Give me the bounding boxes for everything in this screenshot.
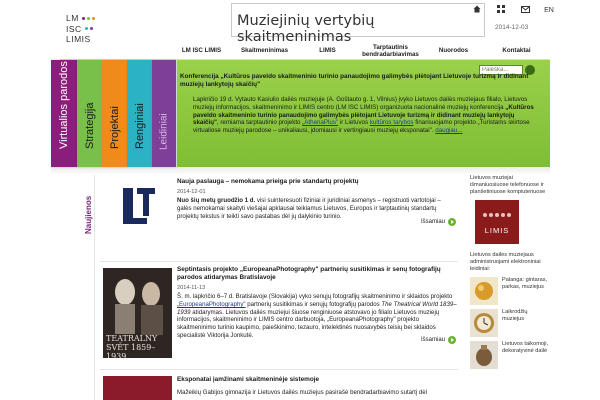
news-title[interactable]: Septintasis projekto „EuropeanaPhotography" partnerių susitikimas ir senų fotografijų parodos atidarymas Bratislavoje xyxy=(177,266,441,281)
logo-text-limis: LIMIS xyxy=(66,34,91,44)
site-title: Muziejinių vertybių skaitmeninimas xyxy=(237,13,375,45)
site-logo[interactable] xyxy=(66,13,106,45)
section-label-naujienos xyxy=(73,183,93,243)
more-link[interactable] xyxy=(421,336,456,344)
logo-text-lm: LM xyxy=(66,13,79,23)
arrow-right-icon xyxy=(448,336,456,344)
news-text xyxy=(177,293,457,340)
news-divider xyxy=(100,261,458,262)
section-label-text: Naujienos xyxy=(84,195,93,234)
limis-dots-icon xyxy=(475,213,519,217)
banner-headline[interactable]: Konferencija „Kultūros paveldo skaitmeninio turinio panaudojimo galimybės plėtojant Lietuvoje turizmą ir didinant muziejų lankytojų skaičių" xyxy=(180,73,529,88)
publications-list xyxy=(470,277,550,369)
mail-icon[interactable] xyxy=(518,6,532,15)
banner-text-1: Lapkričio 19 d. Vytauto Kasiulio dailės muziejuje (A. Goštauto g. 1, Vilnius) įvyko Lietuvos dailės muziejaus filialo, Lietuvos muziejų informacijos, skaitmeninimo ir LIMIS centro (LM ISC LIMIS) organizuota nacionalinė muziejų konferencija xyxy=(193,96,528,111)
feature-banner xyxy=(177,60,550,167)
tab-label: Leidiniai xyxy=(158,113,170,150)
tab-label: Renginiai xyxy=(133,103,146,149)
limis-app-banner[interactable] xyxy=(475,200,519,244)
tab-projektai[interactable] xyxy=(102,60,127,167)
logo-text-isc: ISC xyxy=(66,23,82,34)
tab-label: Virtualios parodos xyxy=(58,61,70,149)
nav-item-lm-isc-limis[interactable]: LM ISC LIMIS xyxy=(181,47,222,54)
nav-item-kontaktai[interactable]: Kontaktai xyxy=(502,47,531,54)
news-item xyxy=(100,266,460,366)
kulturos-taryba-link[interactable]: kultūros tarybos xyxy=(369,119,414,127)
column-divider xyxy=(94,175,95,400)
news-lead-bold: Nuo šių metų gruodžio 1 d. xyxy=(177,197,256,204)
clock-thumbnail xyxy=(470,309,498,337)
amber-thumbnail xyxy=(470,277,498,305)
banner-text-3: ir Lietuvos xyxy=(339,119,369,127)
image-caption: TEATRALNY SVĚT 1859–1939 xyxy=(106,334,158,358)
nav-item-skaitmeninimas[interactable]: Skaitmeninimas xyxy=(240,47,289,54)
news-item xyxy=(100,374,460,400)
tab-label: Strategija xyxy=(83,102,96,149)
news-divider xyxy=(100,369,458,370)
news-body-2: partnerių susitikimas ir senųjų fotografijų parodos xyxy=(247,300,380,308)
news-text xyxy=(177,197,457,220)
europeanaphotography-link[interactable]: „EuropeanaPhotography" xyxy=(177,300,246,308)
news-body: visi suinteresuoti fiziniai ir juridiniai asmenys – registruoti vartotojai – galės nemokamai skaityti viešajai apklausai teikiamus Lietuvos, Europos ir tarptautinių standartų projektų tekstus ir teikti savo pastabas dėl jų dalykinio turinio. xyxy=(177,197,441,220)
arrow-right-icon xyxy=(448,218,456,226)
nav-item-limis[interactable]: LIMIS xyxy=(319,47,336,54)
tab-label: Projektai xyxy=(108,106,121,149)
banner-more-link[interactable]: daugiau... xyxy=(435,127,463,135)
banner-text-bold: „Kultūros paveldo skaitmeninio turinio panaudojimo galimybės plėtojant Lietuvoje turizmą ir didinant muziejų lankytojų skaičių" xyxy=(193,103,534,127)
more-link[interactable] xyxy=(421,218,456,226)
banner-text xyxy=(193,96,541,135)
nav-item-nuorodos[interactable]: Nuorodos xyxy=(438,47,469,54)
sitemap-icon[interactable] xyxy=(494,5,508,15)
vertical-tabs xyxy=(51,60,176,167)
lst-logo-image[interactable] xyxy=(103,180,172,230)
news-text: Mažeikių Gabijos gimnazija ir Lietuvos dailės muziejus pasirašė bendradarbiavimo sutartį dėl xyxy=(177,389,427,396)
tab-virtualios-parodos[interactable] xyxy=(51,60,77,167)
news-body-1: Š. m. lapkričio 6–7 d. Bratislavoje (Slovakija) vyko senųjų fotografijų skaitmeninimo ir sklaidos projekto xyxy=(177,293,453,300)
more-link-label: Išsamiau xyxy=(420,219,445,225)
language-en-link[interactable]: EN xyxy=(544,6,554,14)
publication-label: Lietuvos taikomoji, dekoratyvinė dailė xyxy=(502,341,549,354)
banner-shadow xyxy=(51,167,550,175)
more-link-label: Išsamiau xyxy=(420,337,445,343)
news-thumbnail[interactable] xyxy=(103,376,172,400)
main-nav xyxy=(170,40,548,57)
news-title[interactable]: Eksponatai įamžinami skaitmeninėje sistemoje xyxy=(177,376,320,383)
news-body-3: atidarymas. Lietuvos dailės muziejui šiuose renginiuose atstovavo jo filialo Lietuvos muziejų informacijos, skaitmeninimo ir LIMIS centro darbuotoja, „EuropeanaPhotography" projekto skaitmeninimo turinio kaupimo, paieškinimo, tezauro, intelektinės nuosavybės teisių bei sklaidos specialistė Viktorija Jonkutė. xyxy=(177,308,440,339)
publication-item[interactable] xyxy=(470,277,550,305)
logo-dots-icon xyxy=(82,17,95,20)
exhibition-title: The Theatrical World 1839–1939 xyxy=(177,300,457,316)
publication-item[interactable] xyxy=(470,309,550,337)
home-icon[interactable] xyxy=(470,5,484,15)
limis-label: LIMIS xyxy=(484,226,510,235)
news-title[interactable]: Nauja paslauga – nemokama prieiga prie standartų projektų xyxy=(177,178,359,185)
news-item xyxy=(100,178,460,258)
mobile-apps-heading: Lietuvos muziejai išmaniuosiuose telefonuose ir planšetiniuose kompiuteriuose xyxy=(470,175,546,195)
logo-dots-icon xyxy=(85,27,93,30)
publication-label: Palanga: gintaras, parkas, muziejus xyxy=(502,277,548,290)
header-utility-icons xyxy=(470,5,556,15)
site-title-box xyxy=(231,3,485,45)
tab-leidiniai[interactable] xyxy=(152,60,176,167)
news-date: 2014-11-13 xyxy=(177,285,206,291)
decorative-art-thumbnail xyxy=(470,341,498,369)
news-date: 2014-12-01 xyxy=(177,189,206,195)
right-sidebar xyxy=(470,175,550,369)
banner-text-4: finansuojamo projekto „Turistams skirtose virtualiose muziejų parodose – unikaliausi, įdomiausi ir vertingiausi muziejų eksponatai". xyxy=(193,119,530,135)
tab-strategija[interactable] xyxy=(77,60,102,167)
teatralny-svet-image[interactable] xyxy=(103,268,172,358)
publication-item[interactable] xyxy=(470,341,550,369)
publications-heading: Lietuvos dailės muziejaus administruojami elektroniniai leidiniai: xyxy=(470,252,541,272)
nav-item-tarptautinis[interactable]: Tarptautinis bendradarbiavimas xyxy=(362,43,419,58)
current-date: 2014-12-03 xyxy=(495,24,529,31)
athenaplus-link[interactable]: „AthenaPlus" xyxy=(302,119,339,127)
tab-renginiai[interactable] xyxy=(127,60,152,167)
banner-text-2: , remiama tarptautinio projekto xyxy=(216,119,301,127)
publication-label: Laikrodžių muziejus xyxy=(502,309,528,322)
